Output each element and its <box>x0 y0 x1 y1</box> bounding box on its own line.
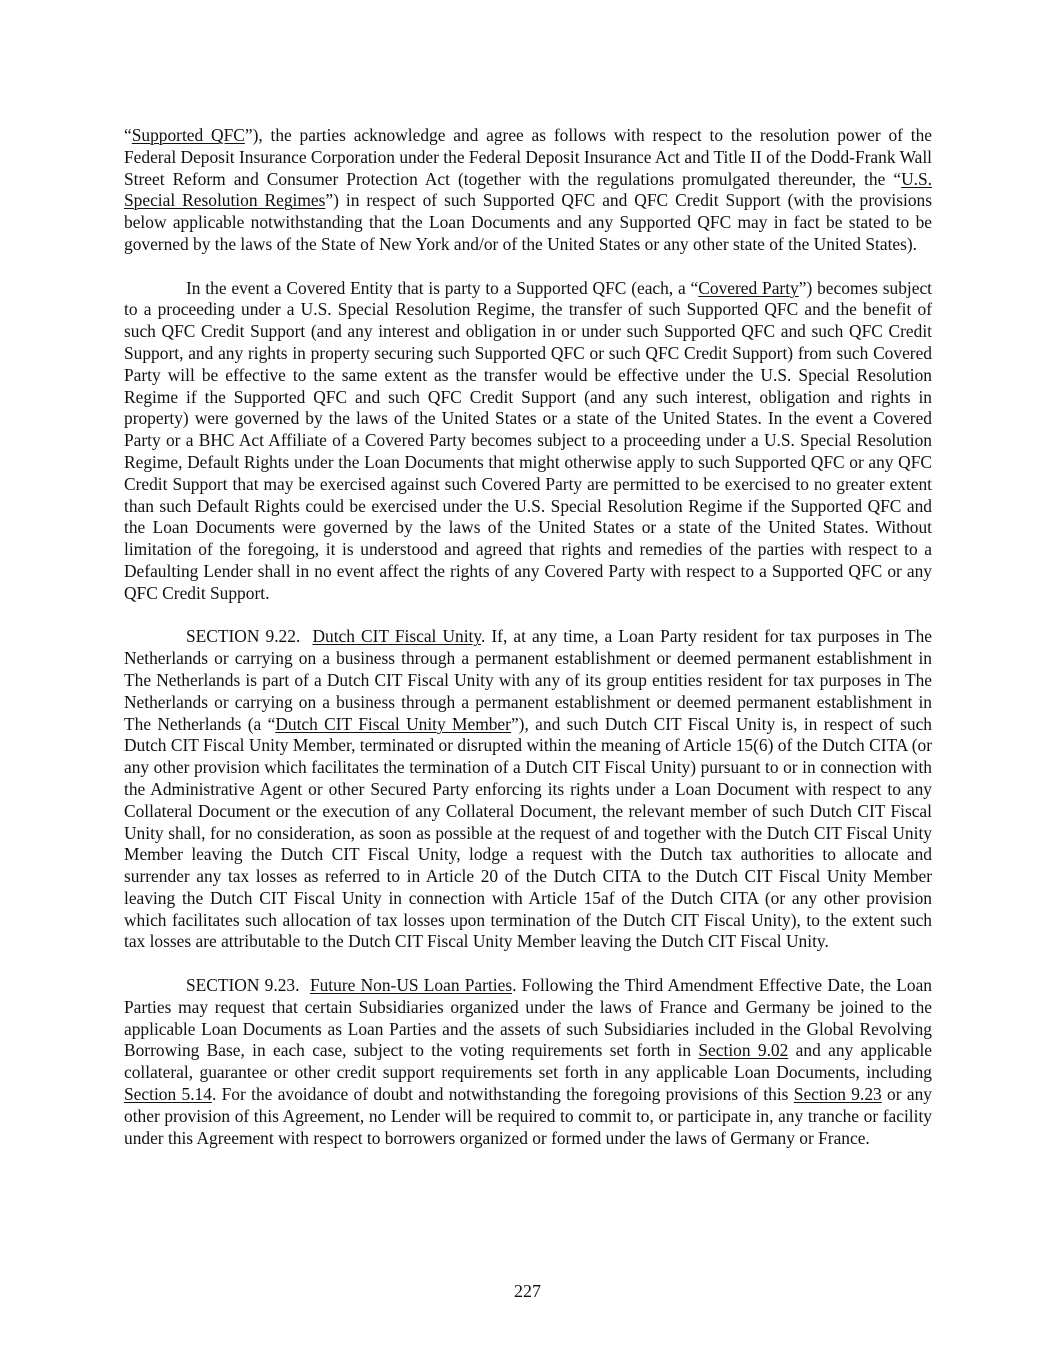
paragraph-text: . If, at any time, a Loan Party resident for tax purposes in The Netherlands or carrying on a business through a permanent establishment or deemed permanent establishment in The Netherlands is part of a Dutch CIT Fiscal Unity with any of its group entities resident for tax purposes in The Netherlands or carrying on a business through a permanent establishment or deemed permanent establishment in The Netherlands (a “ <box>124 626 932 734</box>
paragraph-text: In the event a Covered Entity that is party to a Supported QFC (each, a “ <box>186 277 699 298</box>
cross-reference-section-9-23: Section 9.23 <box>793 1084 882 1105</box>
defined-term-us-special-resolution-regimes: U.S. Special Resolution Regimes <box>124 168 932 211</box>
section-heading: Dutch CIT Fiscal Unity <box>312 626 481 647</box>
paragraph-text: ”) in respect of such Supported QFC and QFC Credit Support (with the provisions below applicable notwithstanding that the Loan Documents and any Supported QFC may in fact be stated to be governed by the laws of the State of New York and/or of the United States or any other state of the United States). <box>124 190 932 254</box>
document-body <box>124 125 932 1149</box>
defined-term-dutch-cit-fiscal-unity-member: Dutch CIT Fiscal Unity Member <box>275 713 511 734</box>
defined-term-covered-party: Covered Party <box>698 277 799 298</box>
cross-reference-section-5-14: Section 5.14 <box>124 1084 212 1105</box>
section-9-22 <box>124 626 932 953</box>
open-quote: “ <box>124 125 132 145</box>
section-number: SECTION 9.23. <box>186 975 300 996</box>
paragraph-text: . For the avoidance of doubt and notwithstanding the foregoing provisions of this <box>211 1084 794 1105</box>
section-number: SECTION 9.22. <box>186 626 301 647</box>
paragraph-covered-party <box>124 278 932 605</box>
paragraph-text: or any other provision of this Agreement, no Lender will be required to commit to, or participate in, any tranche or facility under this Agreement with respect to borrowers organized or formed under the laws of Germany or France. <box>124 1084 932 1148</box>
cross-reference-section-9-02: Section 9.02 <box>698 1040 789 1061</box>
paragraph-text: ”), and such Dutch CIT Fiscal Unity is, in respect of such Dutch CIT Fiscal Unity Member, terminated or disrupted within the meaning of Article 15(6) of the Dutch CITA (or any other provision which facilitates the termination of a Dutch CIT Fiscal Unity) pursuant to or in connection with the Administrative Agent or other Secured Party enforcing its rights under a Loan Document with respect to any Collateral Document or the execution of any Collateral Document, the relevant member of such Dutch CIT Fiscal Unity shall, for no consideration, as soon as possible at the request of and together with the Dutch CIT Fiscal Unity Member leaving the Dutch CIT Fiscal Unity, lodge a request with the Dutch tax authorities to allocate and surrender any tax losses as referred to in Article 20 of the Dutch CITA to the Dutch CIT Fiscal Unity Member leaving the Dutch CIT Fiscal Unity in connection with Article 15af of the Dutch CITA (or any other provision which facilitates such allocation of tax losses upon termination of the Dutch CIT Fiscal Unity), to the extent such tax losses are attributable to the Dutch CIT Fiscal Unity Member leaving the Dutch CIT Fiscal Unity. <box>124 713 932 952</box>
section-9-23 <box>124 975 932 1149</box>
page-number: 227 <box>514 1281 541 1301</box>
paragraph-text: ”), the parties acknowledge and agree as follows with respect to the resolution power of the Federal Deposit Insurance Corporation under the Federal Deposit Insurance Act and Title II of the Dodd-Frank Wall Street Reform and Consumer Protection Act (together with the regulations promulgated thereunder, the “ <box>124 125 933 189</box>
paragraph-text: and any applicable collateral, guarantee or other credit support requirements set forth in any applicable Loan Documents, including <box>124 1040 932 1083</box>
section-heading: Future Non-US Loan Parties <box>309 975 513 996</box>
paragraph-text: . Following the Third Amendment Effective Date, the Loan Parties may request that certain Subsidiaries organized under the laws of France and Germany be joined to the applicable Loan Documents as Loan Parties and the assets of such Subsidiaries included in the Global Revolving Borrowing Base, in each case, subject to the voting requirements set forth in <box>124 975 932 1061</box>
defined-term-supported-qfc: Supported QFC <box>131 125 245 145</box>
paragraph-supported-qfc <box>124 125 932 256</box>
paragraph-text: ”) becomes subject to a proceeding under a U.S. Special Resolution Regime, the transfer of such Supported QFC and the benefit of such QFC Credit Support (and any interest and obligation in or under such Supported QFC and such QFC Credit Support, and any rights in property securing such Supported QFC or such QFC Credit Support) from such Covered Party will be effective to the same extent as the transfer would be effective under the U.S. Special Resolution Regime if the Supported QFC and such QFC Credit Support (and any such interest, obligation and rights in property) were governed by the laws of the United States or a state of the United States. In the event a Covered Party or a BHC Act Affiliate of a Covered Party becomes subject to a proceeding under a U.S. Special Resolution Regime, Default Rights under the Loan Documents that might otherwise apply to such Supported QFC or any QFC Credit Support that may be exercised against such Covered Party are permitted to be exercised to no greater extent than such Default Rights could be exercised under the U.S. Special Resolution Regime if the Supported QFC and the Loan Documents were governed by the laws of the United States or a state of the United States. Without limitation of the foregoing, it is understood and agreed that rights and remedies of the parties with respect to a Defaulting Lender shall in no event affect the rights of any Covered Party with respect to a Supported QFC or any QFC Credit Support. <box>124 277 932 603</box>
